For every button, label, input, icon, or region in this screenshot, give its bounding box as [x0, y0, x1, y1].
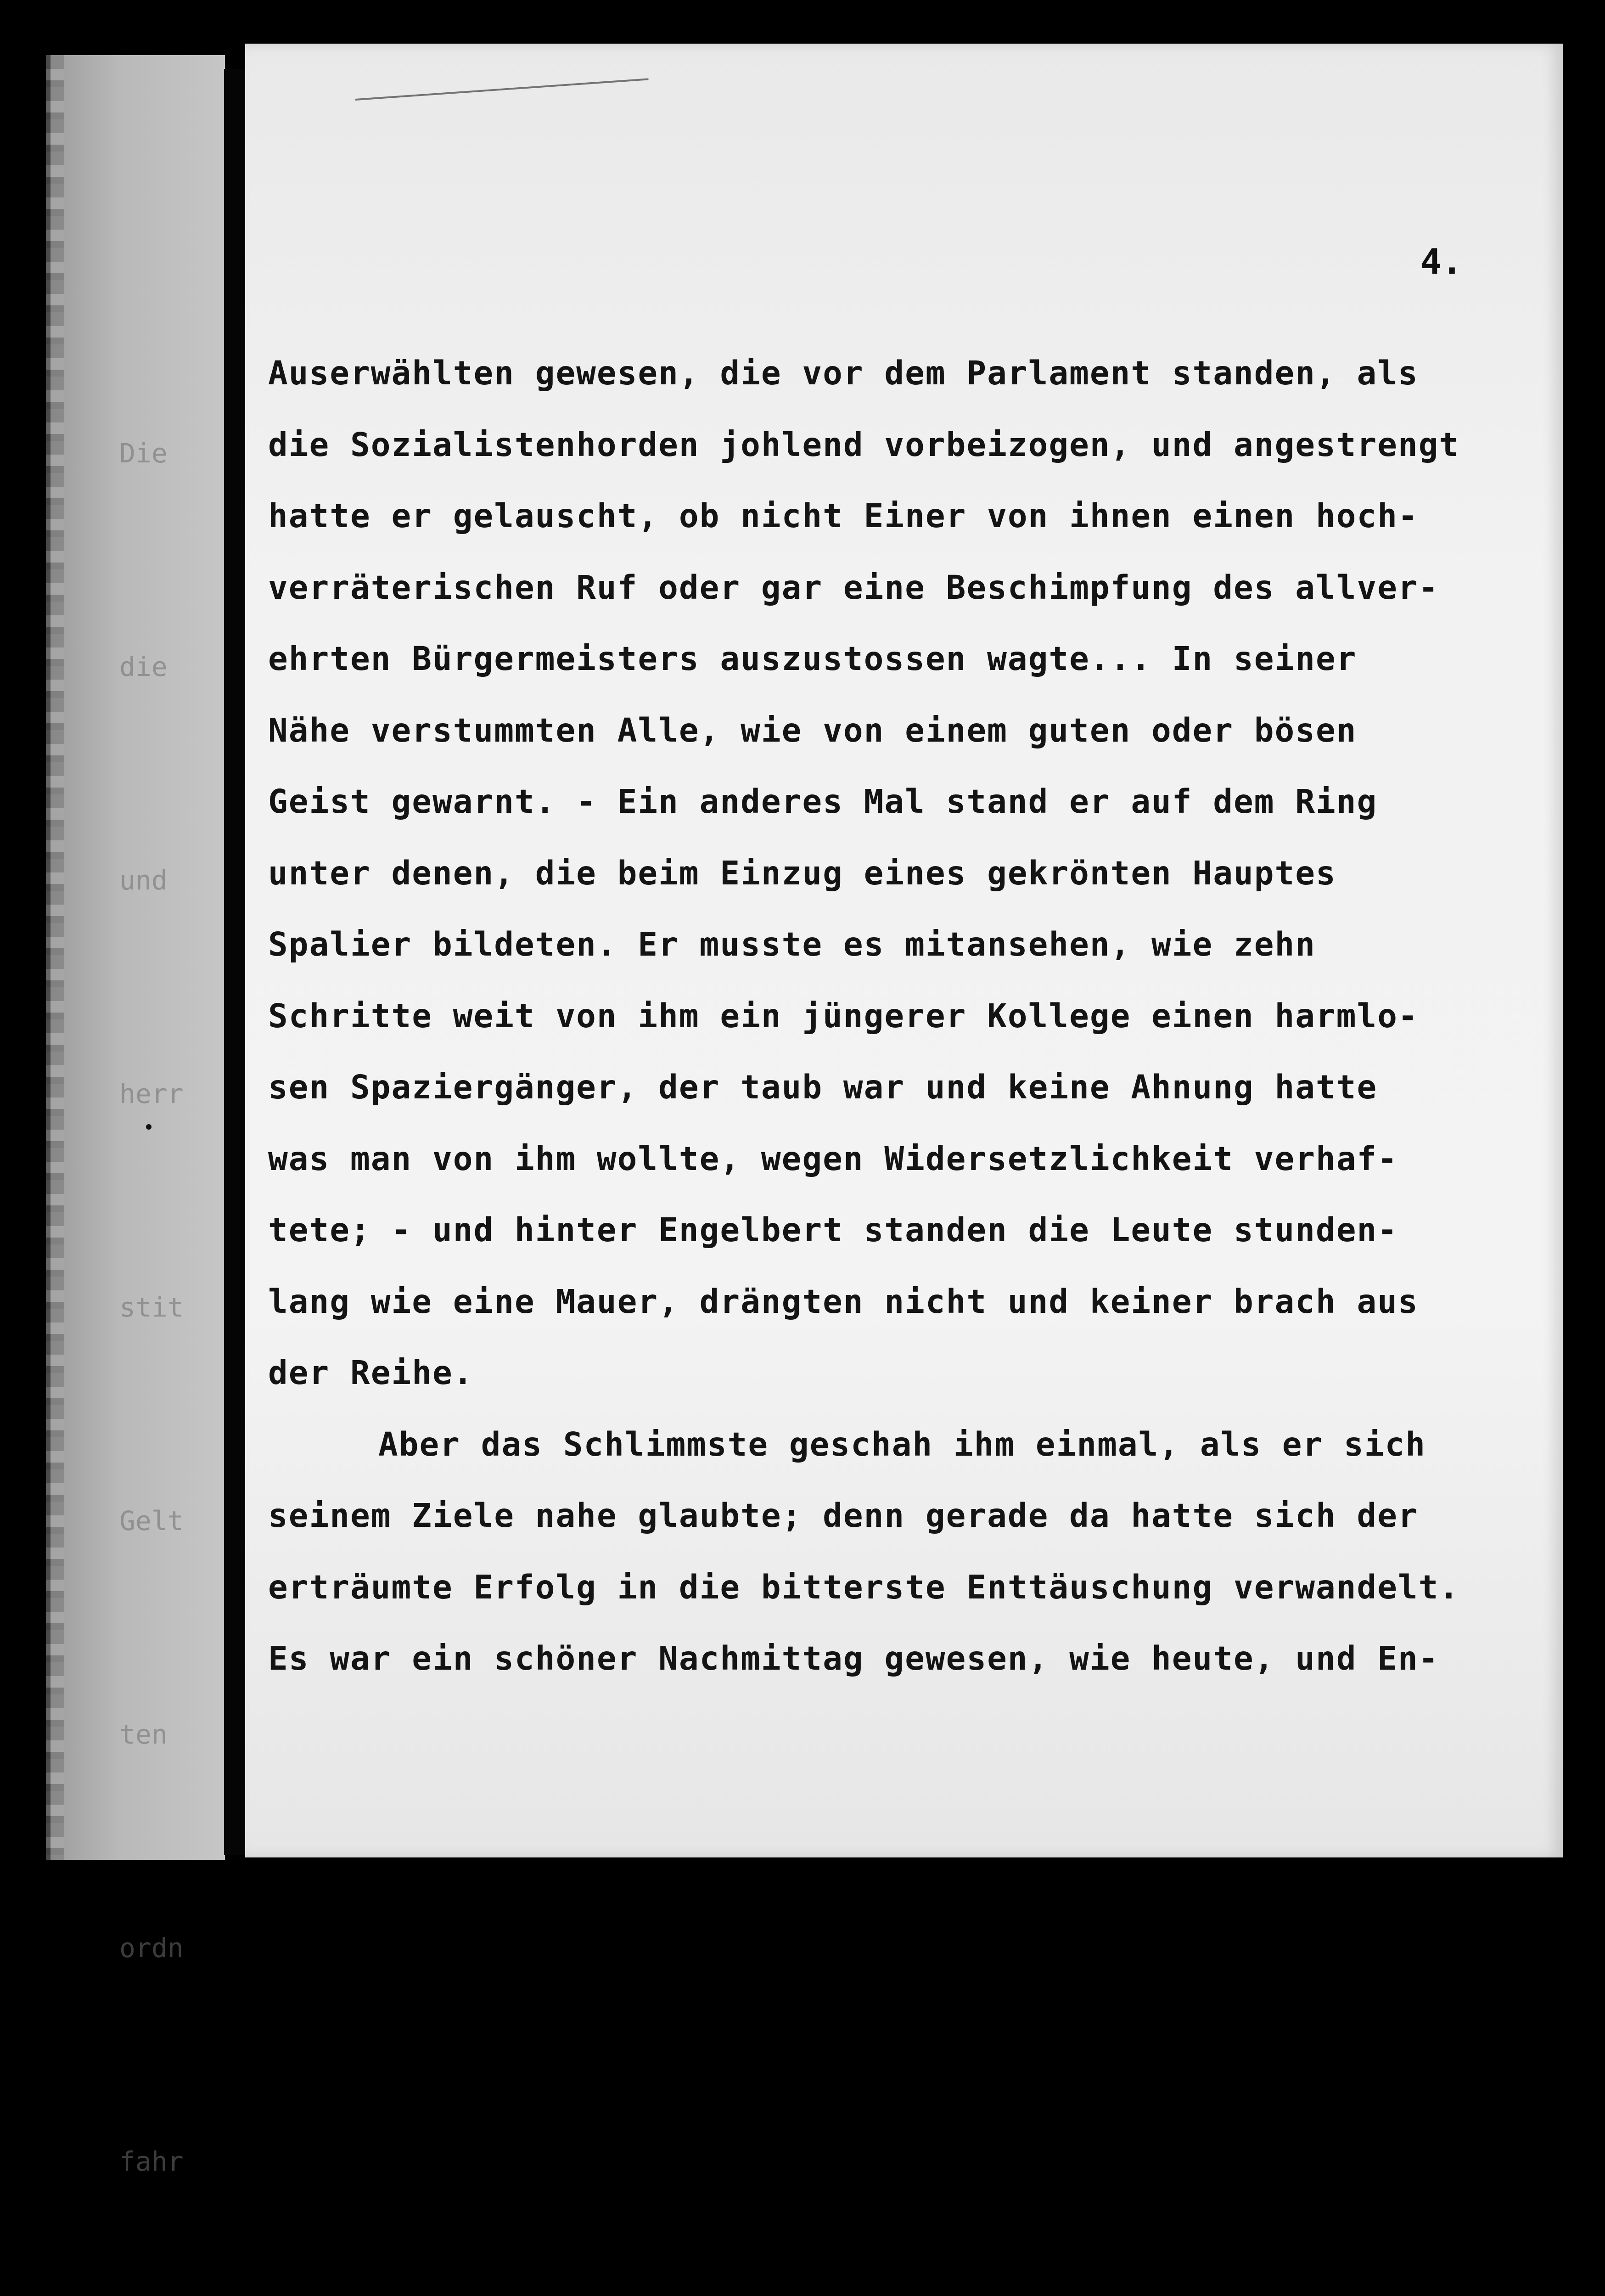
text-line: Aber das Schlimmste geschah ihm einmal, als er sich — [378, 1425, 1426, 1463]
text-line: der Reihe. — [268, 1354, 474, 1392]
text-line: erträumte Erfolg in die bitterste Enttäuschung verwandelt. — [268, 1568, 1460, 1606]
ghost-line: die — [119, 651, 168, 682]
page-spine-shadow — [224, 69, 245, 1855]
ghost-line: herr — [119, 1078, 184, 1109]
text-line: Auserwählten gewesen, die vor dem Parlament standen, als — [268, 354, 1419, 392]
text-line: unter denen, die beim Einzug eines gekrönten Hauptes — [268, 854, 1336, 892]
ghost-line: ordn — [119, 1932, 184, 1964]
text-line: Geist gewarnt. - Ein anderes Mal stand er auf dem Ring — [268, 782, 1378, 821]
text-line: lang wie eine Mauer, drängten nicht und keiner brach aus — [268, 1282, 1419, 1321]
text-line: tete; - und hinter Engelbert standen die Leute stunden- — [268, 1211, 1398, 1249]
ghost-line: ten — [119, 1719, 168, 1750]
ghost-line: und — [119, 865, 168, 896]
page-number: 4. — [1420, 241, 1463, 282]
text-line: Schritte weit von ihm ein jüngerer Kollege einen harmlo- — [268, 996, 1419, 1035]
text-line: Spalier bildeten. Er musste es mitansehen, wie zehn — [268, 925, 1316, 963]
text-line: verräterischen Ruf oder gar eine Beschimpfung des allver- — [268, 568, 1439, 607]
text-line: Es war ein schöner Nachmittag gewesen, wie heute, und En- — [268, 1639, 1439, 1677]
text-line: sen Spaziergänger, der taub war und keine Ahnung hatte — [268, 1068, 1378, 1106]
torn-edge — [46, 55, 64, 1860]
ink-dot — [146, 1124, 152, 1130]
typed-page — [245, 44, 1563, 1857]
typed-text — [268, 350, 1563, 1707]
ghost-line: Gelt — [119, 1505, 184, 1536]
ghost-line: fahr — [119, 2146, 184, 2177]
text-line: seinem Ziele nahe glaubte; denn gerade da hatte sich der — [268, 1497, 1419, 1535]
pencil-mark — [355, 78, 649, 101]
text-line: hatte er gelauscht, ob nicht Einer von ihnen einen hoch- — [268, 497, 1419, 535]
ghost-line: Die — [119, 438, 168, 469]
text-line: ehrten Bürgermeisters auszustossen wagte... In seiner — [268, 640, 1357, 678]
text-line: Nähe verstummten Alle, wie von einem guten oder bösen — [268, 711, 1357, 749]
underlying-page-text — [119, 276, 239, 2296]
text-line: was man von ihm wollte, wegen Widersetzlichkeit verhaf- — [268, 1139, 1398, 1178]
ghost-line: stit — [119, 1292, 184, 1323]
text-line: die Sozialistenhorden johlend vorbeizogen, und angestrengt — [268, 425, 1460, 464]
